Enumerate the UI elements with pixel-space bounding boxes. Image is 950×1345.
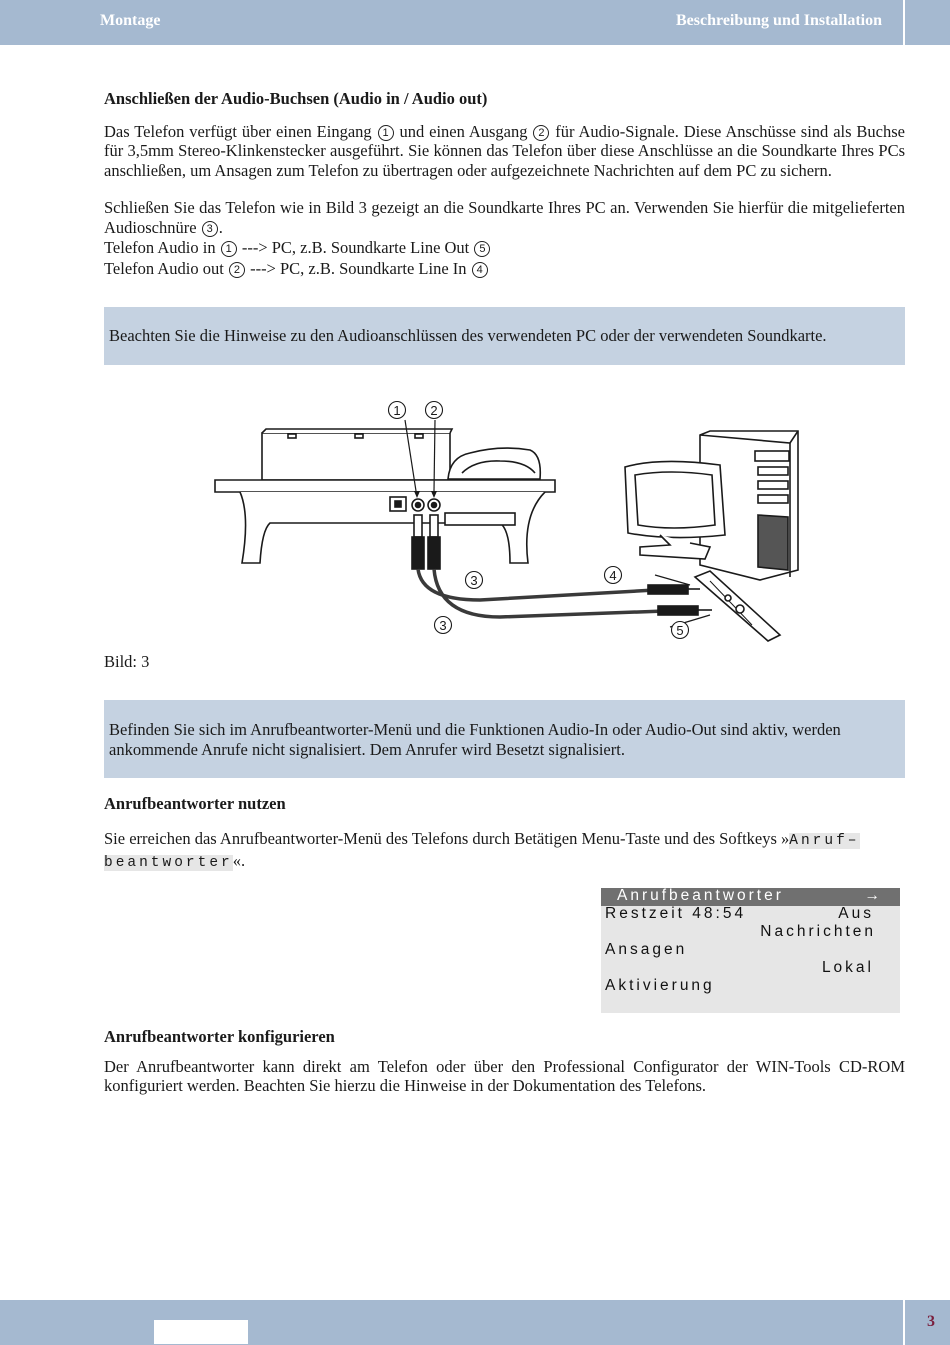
marker-1: 1 xyxy=(378,125,394,141)
page-number: 3 xyxy=(927,1313,935,1330)
arrow-right-icon: → xyxy=(864,887,880,904)
display-row-aktivierung: Aktivierung xyxy=(605,977,715,994)
header-chapter: Montage xyxy=(100,12,161,29)
note-text: Befinden Sie sich im Anrufbeantworter-Menü und die Funktionen Audio-In oder Audio-Out sind aktiv, werden ankommende Anrufe nicht signalisiert. Dem Anrufer wird Besetzt signalisiert. xyxy=(109,720,841,759)
soundcard-illustration xyxy=(695,571,780,641)
telephone-illustration xyxy=(215,429,555,563)
text: «. xyxy=(232,851,246,870)
text: für Audio-Signale. Diese Anschüsse sind als Buchse für 3,5mm Stereo-Klinkenstecker ausgeführt. Sie können das Telefon über diese Anschlüsse an die Soundkarte Ihres PCs anschließen, um Ansagen zum Telefon zu übertragen oder aufgezeichnete Nachrichten auf dem PC zu sichern. xyxy=(104,121,905,180)
display-row-ansagen: Ansagen xyxy=(605,941,688,958)
display-row-restzeit: Restzeit 48:54 xyxy=(605,905,747,922)
section-audio xyxy=(104,89,905,278)
section-heading-audio: Anschließen der Audio-Buchsen (Audio in / Audio out) xyxy=(104,89,488,108)
text: Das Telefon verfügt über einen Eingang xyxy=(104,121,377,141)
text: und einen Ausgang xyxy=(394,121,533,141)
figure-audio-connection xyxy=(200,395,810,645)
marker-2: 2 xyxy=(229,262,245,278)
text: Telefon Audio out xyxy=(104,258,228,278)
note-box-answering xyxy=(104,700,905,778)
marker-1: 1 xyxy=(221,241,237,257)
line-audio-out xyxy=(104,259,905,279)
section-configure xyxy=(104,1027,905,1096)
header-bar xyxy=(0,0,903,45)
figure-caption: Bild: 3 xyxy=(104,652,150,671)
footer-marker xyxy=(154,1320,248,1344)
footer-bar xyxy=(0,1300,903,1345)
softkey-label: beantworter xyxy=(104,855,233,871)
callout-1: 1 xyxy=(393,403,401,418)
callout-2: 2 xyxy=(430,403,438,418)
section-use xyxy=(104,794,905,874)
display-row-status: Aus xyxy=(838,905,874,922)
text: Sie erreichen das Anrufbeantworter-Menü des Telefons durch Betätigen Menu-Taste und des Softkeys » xyxy=(104,828,790,848)
text: Telefon Audio in xyxy=(104,238,220,257)
display-row-lokal: Lokal xyxy=(821,959,874,976)
display-row-nachrichten: Nachrichten xyxy=(760,923,876,940)
section-heading-use: Anrufbeantworter nutzen xyxy=(104,794,286,813)
callout-4: 4 xyxy=(609,568,617,583)
callout-3b: 3 xyxy=(439,618,447,633)
line-audio-in xyxy=(104,238,905,258)
text: . xyxy=(218,217,223,237)
callout-3a: 3 xyxy=(470,573,478,588)
note-text: Beachten Sie die Hinweise zu den Audioanschlüssen des verwendeten PC oder der verwendeten Soundkarte. xyxy=(109,326,827,345)
paragraph-use xyxy=(104,829,905,874)
display-title-bar xyxy=(601,888,900,906)
phone-display-screen xyxy=(601,888,900,1013)
section-heading-configure: Anrufbeantworter konfigurieren xyxy=(104,1027,335,1046)
header-corner xyxy=(905,0,950,45)
marker-4: 4 xyxy=(472,262,488,278)
marker-2: 2 xyxy=(533,125,549,141)
header-section: Beschreibung und Installation xyxy=(676,12,882,29)
paragraph-audio-intro xyxy=(104,122,905,181)
softkey-label: Anruf– xyxy=(789,832,860,849)
paragraph-configure: Der Anrufbeantworter kann direkt am Telefon oder über den Professional Configurator der WIN-Tools CD-ROM konfiguriert werden. Beachten Sie hierzu die Hinweise in der Dokumentation des Telefons. xyxy=(104,1056,905,1095)
note-box-audio xyxy=(104,307,905,365)
text: Schließen Sie das Telefon wie in Bild 3 gezeigt an die Soundkarte Ihres PC an. Verwenden Sie hierfür die mitgelieferten Audioschnüre xyxy=(104,198,905,237)
text: ---> PC, z.B. Soundkarte Line In xyxy=(245,258,471,278)
text: ---> PC, z.B. Soundkarte Line Out xyxy=(237,238,474,257)
callout-5: 5 xyxy=(676,623,684,638)
paragraph-audio-connect xyxy=(104,198,905,237)
display-title: Anrufbeantworter xyxy=(617,887,784,904)
marker-3: 3 xyxy=(202,221,218,237)
marker-5: 5 xyxy=(474,241,490,257)
